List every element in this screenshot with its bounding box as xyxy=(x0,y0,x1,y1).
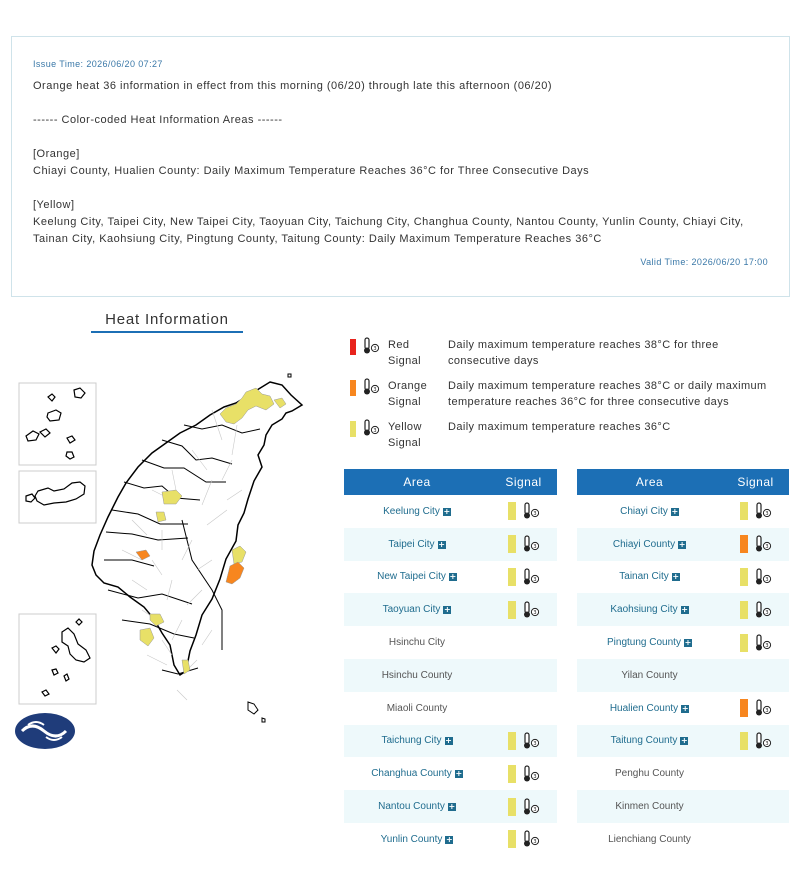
area-cell xyxy=(577,823,722,856)
table-row xyxy=(577,823,789,856)
heat-information-title: Heat Information xyxy=(91,311,243,333)
svg-text:3: 3 xyxy=(764,576,769,583)
signal-cell xyxy=(490,823,557,856)
legend-red-name-1: Red xyxy=(388,339,410,351)
area-name: Miaoli County xyxy=(386,702,448,714)
yellow-swatch xyxy=(350,421,356,437)
thermometer-icon xyxy=(754,731,772,751)
legend-red-name-2: Signal xyxy=(388,355,421,367)
table-row xyxy=(344,495,557,528)
area-name[interactable]: Yunlin County xyxy=(380,833,443,845)
yellow-signal-swatch xyxy=(508,568,516,586)
table-row xyxy=(577,561,789,594)
svg-text:3: 3 xyxy=(764,708,769,715)
signal-cell xyxy=(722,626,789,659)
svg-text:3: 3 xyxy=(532,773,537,780)
signal-cell xyxy=(490,495,557,528)
table-row xyxy=(344,757,557,790)
area-cell[interactable] xyxy=(344,790,490,823)
signal-cell xyxy=(722,725,789,758)
thermometer-icon xyxy=(522,797,540,817)
area-name[interactable]: Chiayi City xyxy=(620,505,668,517)
signal-cell xyxy=(722,659,789,692)
area-cell xyxy=(577,790,722,823)
area-cell xyxy=(344,626,490,659)
table-row xyxy=(344,528,557,561)
svg-text:3: 3 xyxy=(764,642,769,649)
area-name: Hsinchu County xyxy=(381,669,453,681)
signal-cell xyxy=(722,561,789,594)
svg-text:3: 3 xyxy=(373,387,377,393)
signal-cell xyxy=(490,659,557,692)
svg-text:3: 3 xyxy=(532,740,537,747)
expand-plus-icon[interactable]: + xyxy=(455,769,463,779)
expand-plus-icon[interactable]: + xyxy=(681,736,688,746)
table-row xyxy=(577,790,789,823)
signal-cell xyxy=(490,528,557,561)
orange-signal-swatch xyxy=(740,535,748,553)
area-name[interactable]: Chiayi County xyxy=(612,538,676,550)
area-name[interactable]: Pingtung County xyxy=(607,637,681,649)
legend-yellow-desc: Daily maximum temperature reaches 36°C xyxy=(448,421,671,433)
thermometer-icon xyxy=(522,534,540,554)
signal-cell xyxy=(722,823,789,856)
area-name[interactable]: Taipei City xyxy=(388,538,435,550)
area-name: Hsinchu City xyxy=(388,637,446,649)
thermometer-icon xyxy=(754,633,772,653)
area-table-left xyxy=(344,469,557,856)
expand-plus-icon[interactable]: + xyxy=(678,539,686,549)
table-row xyxy=(577,659,789,692)
expand-plus-icon[interactable]: + xyxy=(681,703,689,713)
svg-text:3: 3 xyxy=(532,511,537,518)
signal-cell xyxy=(722,692,789,725)
signal-cell xyxy=(490,692,557,725)
signal-cell xyxy=(490,561,557,594)
yellow-signal-swatch xyxy=(740,568,748,586)
signal-cell xyxy=(490,626,557,659)
expand-plus-icon[interactable]: + xyxy=(449,572,457,582)
red-swatch xyxy=(350,339,356,355)
signal-cell xyxy=(490,725,557,758)
expand-plus-icon[interactable]: + xyxy=(681,605,688,615)
area-table-right xyxy=(577,469,789,856)
legend-orange-desc: Daily maximum temperature reaches 38°C or daily maximum temperature reaches 36°C for three consecutive days xyxy=(448,380,767,408)
area-name[interactable]: Tainan City xyxy=(619,571,669,583)
area-name[interactable]: Taoyuan City xyxy=(382,604,441,616)
area-cell xyxy=(577,757,722,790)
thermometer-icon xyxy=(362,337,380,355)
thermometer-icon xyxy=(522,731,540,751)
legend-orange-name-2: Signal xyxy=(388,396,421,408)
area-cell[interactable] xyxy=(344,561,490,594)
expand-plus-icon[interactable]: + xyxy=(445,736,452,746)
signal-cell xyxy=(722,790,789,823)
area-cell xyxy=(344,692,490,725)
table-row xyxy=(577,692,789,725)
table-row xyxy=(577,495,789,528)
svg-text:3: 3 xyxy=(764,544,769,551)
area-cell[interactable] xyxy=(577,725,722,758)
expand-plus-icon[interactable]: + xyxy=(684,638,692,648)
yellow-signal-swatch xyxy=(740,732,748,750)
table-row xyxy=(344,659,557,692)
table-row xyxy=(344,692,557,725)
yellow-signal-swatch xyxy=(508,830,516,848)
thermometer-icon xyxy=(754,501,772,521)
area-header: Area xyxy=(344,469,490,495)
taiwan-heat-map[interactable] xyxy=(12,370,312,750)
signal-cell xyxy=(722,593,789,626)
area-name: Penghu County xyxy=(615,768,684,780)
yellow-signal-swatch xyxy=(508,798,516,816)
legend-orange xyxy=(348,378,788,414)
yellow-signal-swatch xyxy=(508,732,516,750)
thermometer-icon xyxy=(754,600,772,620)
area-name: Lienchiang County xyxy=(608,833,691,845)
yellow-signal-swatch xyxy=(508,601,516,619)
area-name[interactable]: Taichung City xyxy=(381,735,442,747)
legend-yellow-name-2: Signal xyxy=(388,437,421,449)
area-cell[interactable] xyxy=(344,528,490,561)
expand-plus-icon[interactable]: + xyxy=(672,572,680,582)
area-cell[interactable] xyxy=(344,757,490,790)
area-cell[interactable] xyxy=(577,495,722,528)
area-cell[interactable] xyxy=(577,593,722,626)
expand-plus-icon[interactable]: + xyxy=(438,539,445,549)
expand-plus-icon[interactable]: + xyxy=(671,506,679,516)
thermometer-icon xyxy=(522,600,540,620)
legend-yellow xyxy=(348,419,788,455)
thermometer-icon xyxy=(754,534,772,554)
section-header: ------ Color-coded Heat Information Areas ------ xyxy=(33,114,283,126)
table-row xyxy=(577,528,789,561)
signal-cell xyxy=(490,757,557,790)
area-cell[interactable] xyxy=(577,528,722,561)
orange-signal-swatch xyxy=(740,699,748,717)
yellow-signal-swatch xyxy=(508,765,516,783)
table-row xyxy=(344,626,557,659)
thermometer-icon xyxy=(754,698,772,718)
table-row xyxy=(577,757,789,790)
svg-text:3: 3 xyxy=(532,544,537,551)
signal-cell xyxy=(490,790,557,823)
valid-time: Valid Time: 2026/06/20 17:00 xyxy=(640,257,768,267)
issue-time: Issue Time: 2026/06/20 07:27 xyxy=(33,59,163,69)
area-cell xyxy=(577,659,722,692)
area-cell[interactable] xyxy=(577,626,722,659)
svg-text:3: 3 xyxy=(373,346,377,352)
table-row xyxy=(344,593,557,626)
table-row xyxy=(577,593,789,626)
thermometer-icon xyxy=(362,419,380,437)
matsu-inset xyxy=(19,383,96,465)
thermometer-icon xyxy=(522,764,540,784)
expand-plus-icon[interactable]: + xyxy=(446,834,453,844)
svg-text:3: 3 xyxy=(764,511,769,518)
area-name[interactable]: Changhua County xyxy=(371,768,452,780)
area-cell[interactable] xyxy=(344,593,490,626)
area-cell[interactable] xyxy=(344,823,490,856)
thermometer-icon xyxy=(522,567,540,587)
table-row xyxy=(577,626,789,659)
orange-label: [Orange] xyxy=(33,148,80,160)
thermometer-icon xyxy=(362,378,380,396)
svg-text:3: 3 xyxy=(373,428,377,434)
thermometer-icon xyxy=(522,829,540,849)
yellow-signal-swatch xyxy=(740,634,748,652)
yellow-text-line-1: Keelung City, Taipei City, New Taipei City, Taoyuan City, Taichung City, Changhua County, Nantou County, Yunlin County, Chiayi City, xyxy=(33,216,744,228)
yellow-signal-swatch xyxy=(508,535,516,553)
signal-cell xyxy=(722,757,789,790)
yellow-signal-swatch xyxy=(740,502,748,520)
thermometer-icon xyxy=(754,567,772,587)
cwa-logo xyxy=(15,713,75,749)
area-name[interactable]: Kaohsiung City xyxy=(610,604,678,616)
area-name: Yilan County xyxy=(621,669,678,681)
legend-red xyxy=(348,337,788,373)
issue-panel xyxy=(11,36,790,297)
signal-header: Signal xyxy=(490,469,557,495)
yellow-label: [Yellow] xyxy=(33,199,75,211)
area-cell[interactable] xyxy=(577,561,722,594)
area-name: Kinmen County xyxy=(615,801,684,813)
area-cell xyxy=(344,659,490,692)
svg-text:3: 3 xyxy=(764,740,769,747)
svg-text:3: 3 xyxy=(764,609,769,616)
yellow-text-line-2: Tainan City, Kaohsiung City, Pingtung County, Taitung County: Daily Maximum Temperature Reaches 36°C xyxy=(33,233,602,245)
area-cell[interactable] xyxy=(344,725,490,758)
area-cell[interactable] xyxy=(577,692,722,725)
area-name[interactable]: Hualien County xyxy=(609,702,679,714)
signal-cell xyxy=(490,593,557,626)
thermometer-icon xyxy=(522,501,540,521)
area-name[interactable]: New Taipei City xyxy=(377,571,446,583)
table-row xyxy=(344,823,557,856)
expand-plus-icon[interactable]: + xyxy=(444,605,451,615)
legend-red-desc: Daily maximum temperature reaches 38°C for three consecutive days xyxy=(448,339,719,367)
table-row xyxy=(577,725,789,758)
legend-yellow-name-1: Yellow xyxy=(388,421,422,433)
legend-orange-name-1: Orange xyxy=(388,380,428,392)
area-cell[interactable] xyxy=(344,495,490,528)
area-name[interactable]: Taitung County xyxy=(610,735,678,747)
svg-text:3: 3 xyxy=(532,806,537,813)
taiwan-main-island xyxy=(92,382,302,675)
area-name[interactable]: Nantou County xyxy=(378,801,445,813)
area-header: Area xyxy=(577,469,722,495)
yellow-signal-swatch xyxy=(508,502,516,520)
orange-text: Chiayi County, Hualien County: Daily Maximum Temperature Reaches 36°C for Three Consecutive Days xyxy=(33,165,590,177)
orange-swatch xyxy=(350,380,356,396)
svg-text:3: 3 xyxy=(532,576,537,583)
svg-text:3: 3 xyxy=(532,609,537,616)
headline: Orange heat 36 information in effect from this morning (06/20) through late this afternoon (06/20) xyxy=(33,80,553,92)
signal-header: Signal xyxy=(722,469,789,495)
area-name[interactable]: Keelung City xyxy=(383,505,440,517)
expand-plus-icon[interactable]: + xyxy=(448,802,456,812)
table-row xyxy=(344,561,557,594)
expand-plus-icon[interactable]: + xyxy=(443,506,451,516)
table-row xyxy=(344,725,557,758)
svg-text:3: 3 xyxy=(532,839,537,846)
signal-cell xyxy=(722,528,789,561)
table-row xyxy=(344,790,557,823)
yellow-signal-swatch xyxy=(740,601,748,619)
signal-cell xyxy=(722,495,789,528)
